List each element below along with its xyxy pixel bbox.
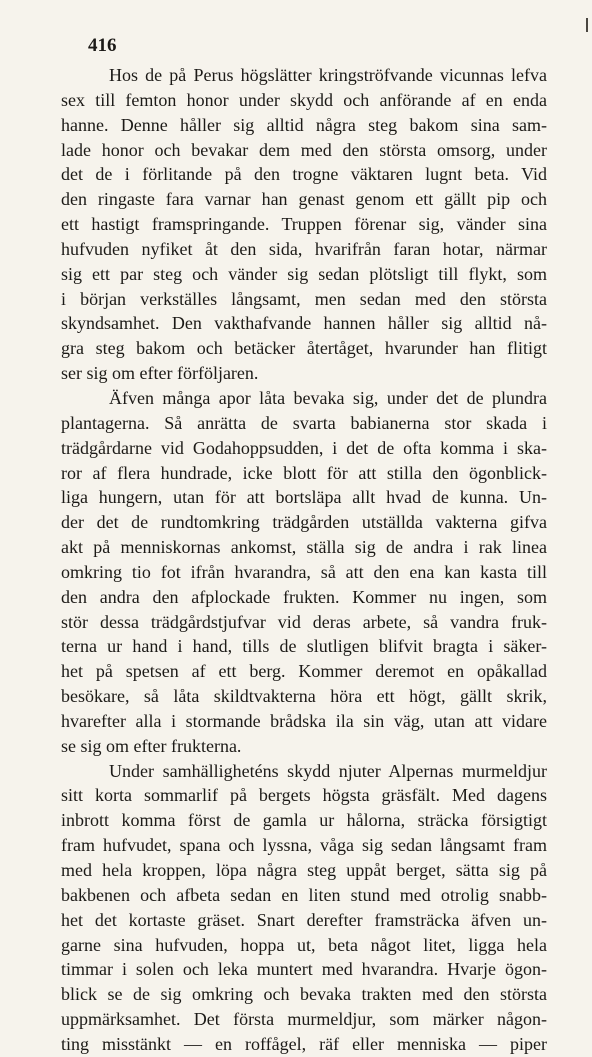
text-line: skyndsamhet. Den vakthafvande hannen håller sig alltid nå- xyxy=(61,313,547,334)
text-line: der det de rundtomkring trädgården utställda vakterna gifva xyxy=(61,512,547,533)
text-line: uppmärksamhet. Det första murmeldjur, som märker någon- xyxy=(61,1009,547,1030)
text-line: blick se de sig omkring och bevaka trakten med den största xyxy=(61,984,547,1005)
text-line: den ringaste fara varnar han genast genom ett gällt pip och xyxy=(61,189,547,210)
text-line: ser sig om efter förföljaren. xyxy=(61,363,259,384)
text-line: den andra den afplockade frukten. Kommer nu ingen, som xyxy=(61,586,547,607)
text-line: hvarefter alla i stormande brådska ila sin väg, utan att vidare xyxy=(61,710,547,731)
text-line: omkring tio fot ifrån hvarandra, så att den ena kan kasta till xyxy=(61,561,547,582)
text-line: het det kortaste gräset. Snart derefter framsträcka äfven un- xyxy=(61,909,547,930)
text-body xyxy=(61,63,547,1057)
text-line: trädgårdarne vid Godahoppsudden, i det de ofta komma i ska- xyxy=(61,437,547,458)
text-line: terna ur hand i hand, tills de slutligen blifvit bragta i säker- xyxy=(61,636,547,657)
text-line: het på spetsen af ett berg. Kommer deremot en opåkallad xyxy=(61,661,547,682)
text-line: inbrott komma först de gamla ur hålorna, sträcka försigtigt xyxy=(61,810,547,831)
text-line: garne sina hufvuden, hoppa ut, beta något litet, ligga hela xyxy=(61,934,547,955)
text-line: timmar i solen och leka muntert med hvarandra. Hvarje ögon- xyxy=(61,959,547,980)
text-line: se sig om efter frukterna. xyxy=(61,735,242,756)
text-line: Hos de på Perus högslätter kringströfvande vicunnas lefva xyxy=(109,65,547,85)
page-number: 416 xyxy=(88,35,117,56)
text-line: stör dessa trädgårdstjufvar vid deras arbete, så vandra fruk- xyxy=(61,611,547,632)
text-line: sex till femton honor under skydd och anförande af en enda xyxy=(61,89,547,110)
text-line: ett hastigt framspringande. Truppen förenar sig, vänder sina xyxy=(61,214,547,235)
text-line: gra steg bakom och betäcker återtåget, hvarunder han flitigt xyxy=(61,338,547,359)
text-line: ror af flera hundrade, icke blott för att stilla den ögonblick- xyxy=(61,462,547,483)
text-line: det de i förlitande på den trogne väktaren lugnt beta. Vid xyxy=(61,164,547,185)
text-line: besökare, så låta skildtvakterna höra ett högt, gällt skrik, xyxy=(61,686,547,707)
page-edge-mark xyxy=(586,18,588,32)
text-line: sig ett par steg och vänder sig sedan plötsligt till flykt, som xyxy=(61,263,547,284)
text-line: sitt korta sommarlif på bergets högsta gräsfält. Med dagens xyxy=(61,785,547,806)
text-line: i början verkställes långsamt, men sedan med den största xyxy=(61,288,547,309)
text-line: lade honor och bevakar dem med den största omsorg, under xyxy=(61,139,547,160)
text-line: fram hufvudet, spana och lyssna, våga sig sedan långsamt fram xyxy=(61,835,547,856)
text-line: Äfven många apor låta bevaka sig, under det de plundra xyxy=(109,387,547,408)
text-line: liga hungern, utan för att bortsläpa allt hvad de kunna. Un- xyxy=(61,487,547,508)
text-line: bakbenen och afbeta sedan en liten stund med otrolig snabb- xyxy=(61,884,547,905)
text-line: hufvuden nyfiket åt den sida, hvarifrån faran hotar, närmar xyxy=(61,238,547,259)
text-line: med hela kroppen, löpa några steg uppåt berget, sätta sig på xyxy=(61,860,547,880)
text-line: ting misstänkt — en roffågel, räf eller menniska — piper xyxy=(61,1033,547,1054)
text-line: Under samhälligheténs skydd njuter Alpernas murmeldjur xyxy=(109,760,547,781)
text-line: akt på menniskornas ankomst, ställa sig de andra i rak linea xyxy=(61,537,547,558)
text-line: hanne. Denne håller sig alltid några steg bakom sina sam- xyxy=(61,114,547,135)
text-line: plantagerna. Så anrätta de svarta babianerna stor skada i xyxy=(61,412,547,433)
